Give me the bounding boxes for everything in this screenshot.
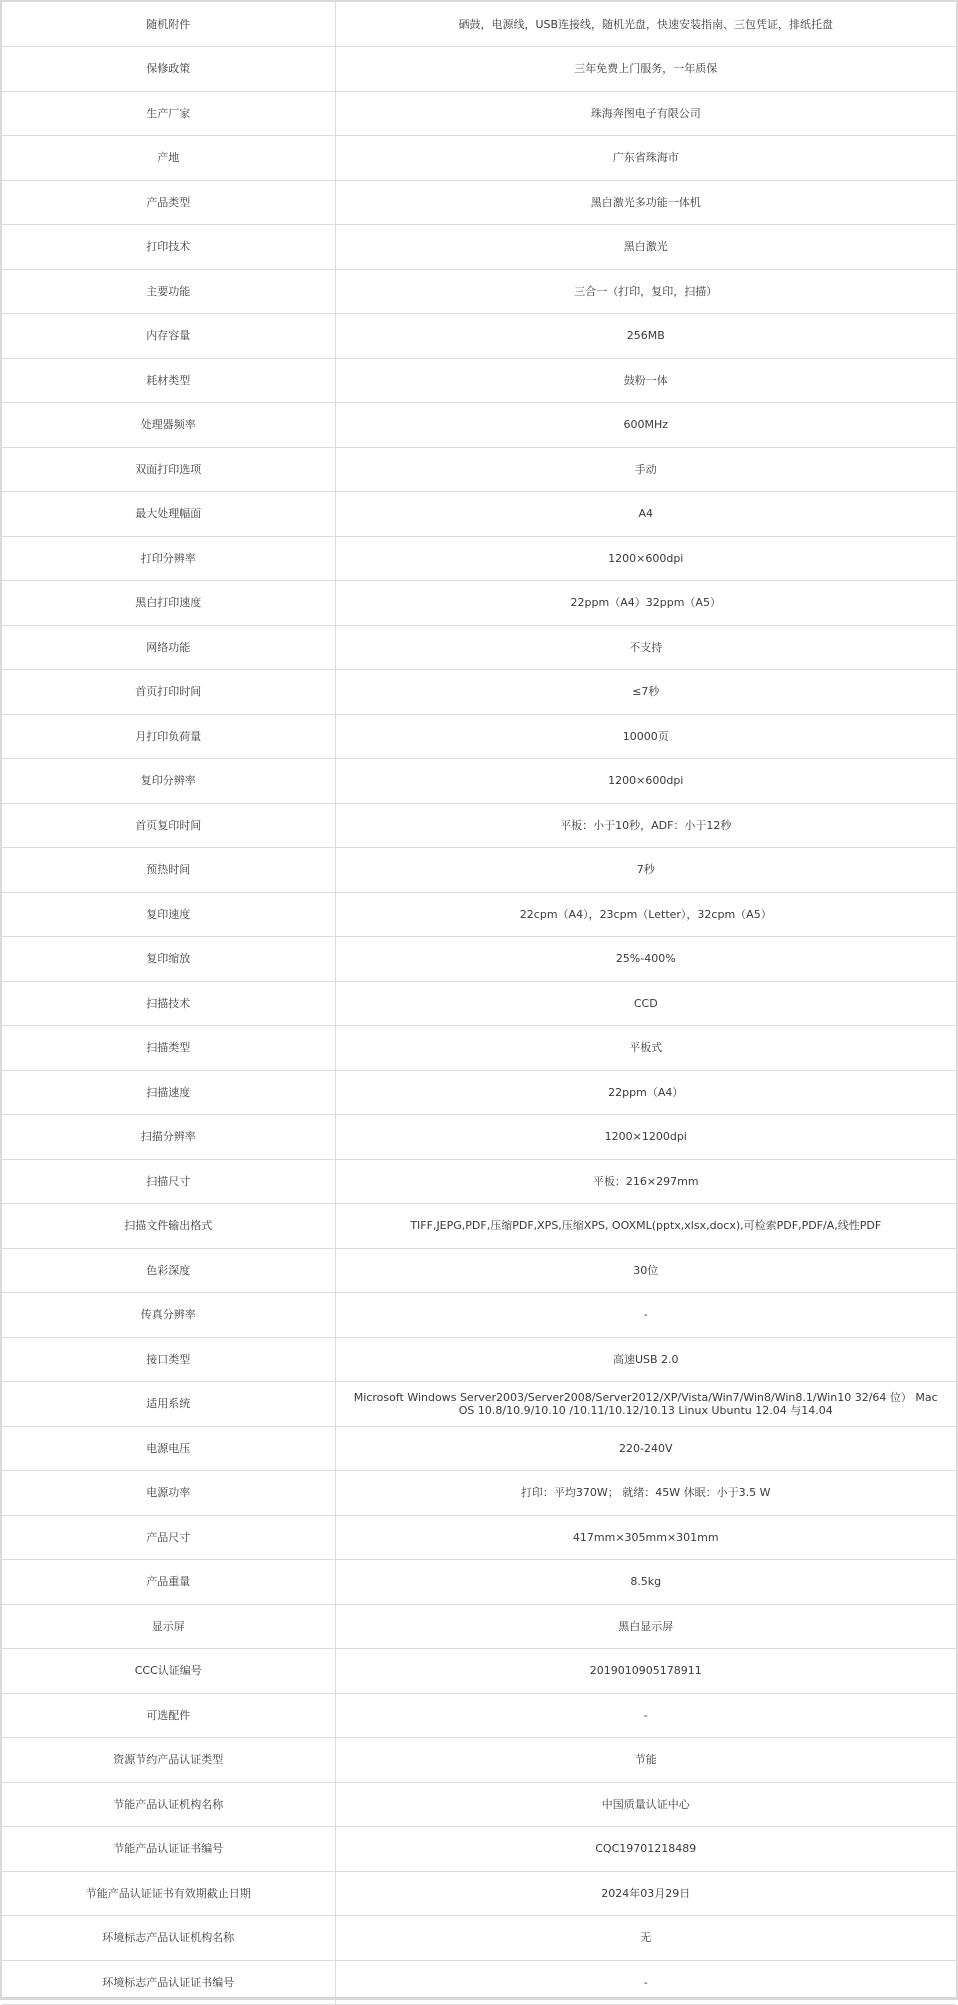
spec-name: CCC认证编号 [2,1649,335,1694]
spec-value: 1200×600dpi [335,536,956,581]
spec-name: 适用系统 [2,1382,335,1427]
spec-name: 打印技术 [2,225,335,270]
table-row [2,1293,956,1338]
spec-value: CQC19701218489 [335,1827,956,1872]
spec-value: 广东省珠海市 [335,136,956,181]
spec-value: 25%-400% [335,937,956,982]
spec-name: 显示屏 [2,1604,335,1649]
spec-name: 黑白打印速度 [2,581,335,626]
table-row [2,1916,956,1961]
spec-name: 复印缩放 [2,937,335,982]
spec-name: 节能产品认证证书有效期截止日期 [2,1871,335,1916]
spec-value: 三合一（打印，复印，扫描） [335,269,956,314]
spec-value: 平板式 [335,1026,956,1071]
table-row [2,1204,956,1249]
table-row [2,1604,956,1649]
spec-value: 22ppm（A4）32ppm（A5） [335,581,956,626]
table-row [2,848,956,893]
spec-name: 随机附件 [2,2,335,47]
spec-name: 最大处理幅面 [2,492,335,537]
table-row [2,1693,956,1738]
table-row [2,1337,956,1382]
spec-value: ≤7秒 [335,670,956,715]
table-row [2,1248,956,1293]
spec-name: 产品尺寸 [2,1515,335,1560]
spec-name: 电源功率 [2,1471,335,1516]
table-row [2,1471,956,1516]
spec-value: 22ppm（A4） [335,1070,956,1115]
spec-name: 可选配件 [2,1693,335,1738]
spec-name: 传真分辨率 [2,1293,335,1338]
table-row [2,581,956,626]
spec-value: 256MB [335,314,956,359]
spec-value: 硒鼓，电源线，USB连接线，随机光盘，快速安装指南、三包凭证，排纸托盘 [335,2,956,47]
spec-name: 扫描分辨率 [2,1115,335,1160]
table-row [2,269,956,314]
spec-value: 节能 [335,1738,956,1783]
spec-name: 耗材类型 [2,358,335,403]
spec-value: 珠海奔图电子有限公司 [335,91,956,136]
spec-name: 扫描尺寸 [2,1159,335,1204]
table-row [2,1960,956,2005]
spec-name: 接口类型 [2,1337,335,1382]
table-row [2,2,956,47]
table-row [2,1649,956,1694]
spec-value: 2024年03月29日 [335,1871,956,1916]
spec-value: - [335,1693,956,1738]
spec-name: 扫描速度 [2,1070,335,1115]
table-row [2,536,956,581]
spec-value: 平板：216×297mm [335,1159,956,1204]
spec-name: 打印分辨率 [2,536,335,581]
spec-name: 月打印负荷量 [2,714,335,759]
spec-value: 1200×600dpi [335,759,956,804]
spec-value: 中国质量认证中心 [335,1782,956,1827]
spec-value: 2019010905178911 [335,1649,956,1694]
spec-value: 22cpm（A4），23cpm（Letter），32cpm（A5） [335,892,956,937]
table-row [2,714,956,759]
table-row [2,1738,956,1783]
spec-name: 首页复印时间 [2,803,335,848]
table-row [2,670,956,715]
spec-name: 主要功能 [2,269,335,314]
spec-name: 电源电压 [2,1426,335,1471]
spec-value: 417mm×305mm×301mm [335,1515,956,1560]
spec-name: 节能产品认证机构名称 [2,1782,335,1827]
spec-value: Microsoft Windows Server2003/Server2008/Server2012/XP/Vista/Win7/Win8/Win8.1/Win10 32/64 位） Mac OS 10.8/10.9/10.10 /10.11/10.12/10.13 Linux Ubuntu 12.04 与14.04 [335,1382,956,1427]
table-row [2,1070,956,1115]
table-row [2,91,956,136]
spec-name: 内存容量 [2,314,335,359]
spec-value: 无 [335,1916,956,1961]
table-row [2,1827,956,1872]
table-row [2,759,956,804]
spec-name: 双面打印选项 [2,447,335,492]
spec-name: 扫描文件输出格式 [2,1204,335,1249]
spec-name: 保修政策 [2,47,335,92]
spec-name: 生产厂家 [2,91,335,136]
spec-value: 不支持 [335,625,956,670]
table-row [2,225,956,270]
spec-name: 环境标志产品认证机构名称 [2,1916,335,1961]
spec-name: 产品类型 [2,180,335,225]
spec-value: 高速USB 2.0 [335,1337,956,1382]
table-row [2,1515,956,1560]
spec-value: CCD [335,981,956,1026]
spec-name: 网络功能 [2,625,335,670]
spec-value: TIFF,JEPG,PDF,压缩PDF,XPS,压缩XPS, OOXML(pptx,xlsx,docx),可检索PDF,PDF/A,线性PDF [335,1204,956,1249]
table-row [2,892,956,937]
table-row [2,47,956,92]
spec-name: 节能产品认证证书编号 [2,1827,335,1872]
spec-name: 产品重量 [2,1560,335,1605]
spec-name: 资源节约产品认证类型 [2,1738,335,1783]
spec-name: 扫描技术 [2,981,335,1026]
spec-value: 三年免费上门服务，一年质保 [335,47,956,92]
spec-name: 复印分辨率 [2,759,335,804]
table-row [2,1382,956,1427]
table-row [2,180,956,225]
table-row [2,937,956,982]
table-row [2,136,956,181]
spec-value: 平板：小于10秒，ADF：小于12秒 [335,803,956,848]
spec-value: 鼓粉一体 [335,358,956,403]
spec-value: 1200×1200dpi [335,1115,956,1160]
table-row [2,1782,956,1827]
spec-value: 600MHz [335,403,956,448]
table-row [2,403,956,448]
spec-value: 220-240V [335,1426,956,1471]
spec-name: 环境标志产品认证证书编号 [2,1960,335,2005]
spec-name: 色彩深度 [2,1248,335,1293]
table-row [2,492,956,537]
spec-value: 黑白激光 [335,225,956,270]
spec-value: 8.5kg [335,1560,956,1605]
spec-table [2,2,956,2005]
spec-value: - [335,1960,956,2005]
spec-value: - [335,1293,956,1338]
table-row [2,1871,956,1916]
table-row [2,1026,956,1071]
table-row [2,981,956,1026]
spec-value: 10000页 [335,714,956,759]
spec-value: 黑白显示屏 [335,1604,956,1649]
spec-name: 扫描类型 [2,1026,335,1071]
table-row [2,447,956,492]
table-row [2,803,956,848]
spec-name: 处理器频率 [2,403,335,448]
spec-value: 黑白激光多功能一体机 [335,180,956,225]
table-row [2,314,956,359]
spec-value: 打印：平均370W； 就绪：45W 休眠：小于3.5 W [335,1471,956,1516]
spec-name: 复印速度 [2,892,335,937]
table-row [2,1159,956,1204]
spec-value: 30位 [335,1248,956,1293]
table-row [2,358,956,403]
table-row [2,1115,956,1160]
spec-name: 产地 [2,136,335,181]
table-row [2,1426,956,1471]
spec-table-body [2,2,956,2005]
spec-value: 手动 [335,447,956,492]
spec-value: 7秒 [335,848,956,893]
table-row [2,625,956,670]
table-row [2,1560,956,1605]
spec-name: 首页打印时间 [2,670,335,715]
spec-name: 预热时间 [2,848,335,893]
spec-value: A4 [335,492,956,537]
